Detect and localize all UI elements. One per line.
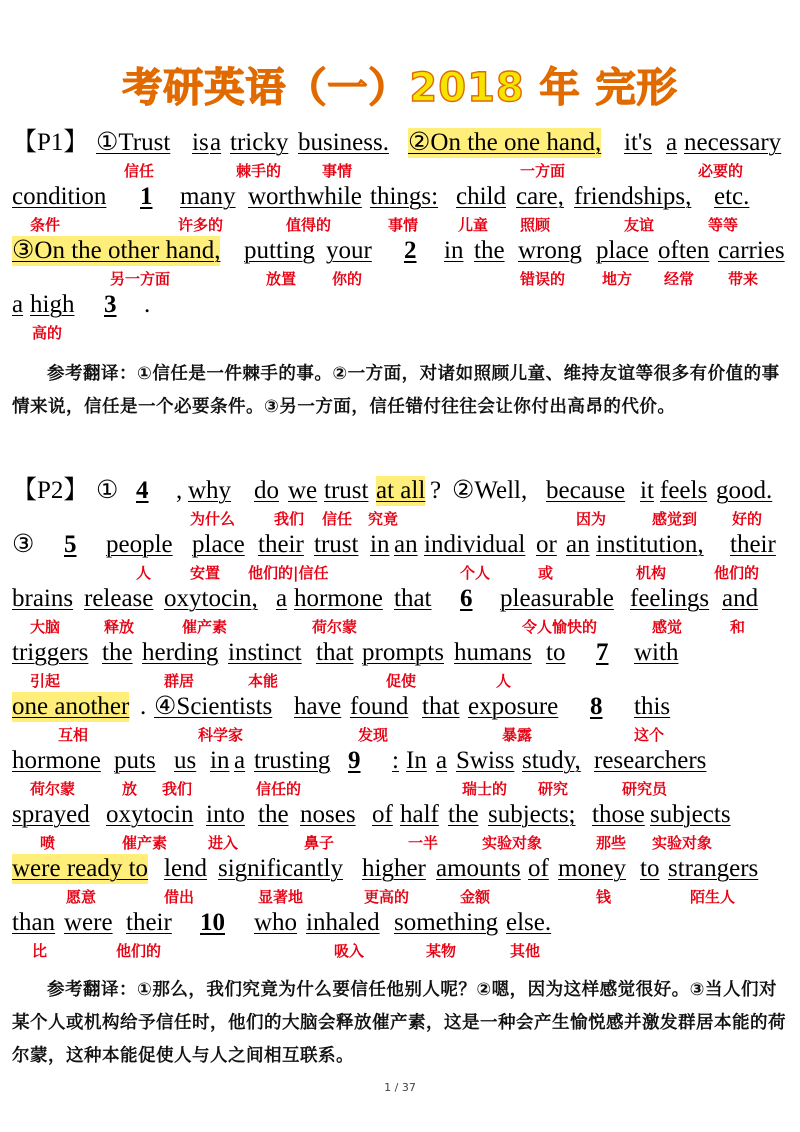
word: we xyxy=(288,477,318,504)
gloss: 荷尔蒙 xyxy=(30,780,76,798)
word: to xyxy=(640,855,660,882)
paragraph-marker: 【P2】 xyxy=(12,477,89,504)
p1-line-4 xyxy=(12,290,792,324)
gloss: 为什么 xyxy=(190,510,236,528)
word: good. xyxy=(716,477,773,504)
question-mark: ? xyxy=(430,477,442,504)
word: inhaled xyxy=(306,909,380,936)
word: place xyxy=(596,237,649,264)
word: condition xyxy=(12,183,107,210)
gloss: 友谊 xyxy=(624,216,655,234)
word: In xyxy=(406,747,427,774)
word: else. xyxy=(506,909,552,936)
word: half xyxy=(400,801,439,828)
gloss: 他们的 xyxy=(714,564,760,582)
p1-gloss-3 xyxy=(12,269,792,291)
gloss: 令人愉快的 xyxy=(522,618,598,636)
p2-gloss-5 xyxy=(12,725,792,747)
blank-6: 6 xyxy=(460,585,473,612)
word: money xyxy=(558,855,627,882)
word: because xyxy=(546,477,626,504)
p2-line-9 xyxy=(12,908,792,942)
gloss: 另一方面 xyxy=(110,270,171,288)
word: etc. xyxy=(714,183,750,210)
word: researchers xyxy=(594,747,707,774)
gloss: 喷 xyxy=(40,834,56,852)
word: something xyxy=(394,909,499,936)
p2-line-5 xyxy=(12,692,792,726)
word: this xyxy=(634,693,671,720)
word: a xyxy=(666,129,678,156)
word: release xyxy=(84,585,154,612)
word: the xyxy=(448,801,479,828)
word: : xyxy=(392,747,399,774)
gloss: 愿意 xyxy=(66,888,97,906)
gloss: 吸入 xyxy=(334,942,365,960)
gloss: 等等 xyxy=(708,216,739,234)
word: that xyxy=(422,693,460,720)
word: trust xyxy=(314,531,359,558)
word: friendships, xyxy=(574,183,692,210)
gloss: 机构 xyxy=(636,564,667,582)
gloss: 他们的 xyxy=(116,942,162,960)
word: ④Scientists xyxy=(154,693,273,720)
word: oxytocin, xyxy=(164,585,258,612)
word: than xyxy=(12,909,56,936)
gloss: 信任 xyxy=(322,510,353,528)
p2-line-3 xyxy=(12,584,792,618)
p2-line-7 xyxy=(12,800,792,834)
gloss: 研究 xyxy=(538,780,569,798)
word: a xyxy=(234,747,246,774)
word: subjects; xyxy=(488,801,576,828)
p1-line-1 xyxy=(12,128,792,162)
word: ②Well, xyxy=(452,477,528,504)
gloss: 个人 xyxy=(460,564,491,582)
word: herding xyxy=(142,639,219,666)
page-title: 考研英语（一）2018 年 完形 xyxy=(122,65,678,111)
word: wrong xyxy=(518,237,582,264)
p2-gloss-8 xyxy=(12,887,792,909)
word: noses xyxy=(300,801,356,828)
highlighted-phrase: ③On the other hand, xyxy=(12,237,221,264)
word: worthwhile xyxy=(248,183,362,210)
gloss: 安置 xyxy=(190,564,221,582)
word: study, xyxy=(522,747,581,774)
gloss: 发现 xyxy=(358,726,389,744)
word: do xyxy=(254,477,279,504)
word: individual xyxy=(424,531,526,558)
blank-10: 10 xyxy=(200,909,225,936)
gloss: 这个 xyxy=(634,726,665,744)
highlighted-phrase: were ready to xyxy=(12,855,149,882)
blank-7: 7 xyxy=(596,639,609,666)
word: care, xyxy=(516,183,564,210)
word: the xyxy=(258,801,289,828)
blank-5: 5 xyxy=(64,531,77,558)
p2-gloss-1 xyxy=(12,509,792,531)
gloss: 借出 xyxy=(164,888,195,906)
word: an xyxy=(394,531,418,558)
blank-1: 1 xyxy=(140,183,153,210)
gloss: 引起 xyxy=(30,672,61,690)
gloss: 其他 xyxy=(510,942,541,960)
gloss: 高的 xyxy=(32,324,63,342)
word: with xyxy=(634,639,679,666)
p2-gloss-7 xyxy=(12,833,792,855)
sentence-number: ① xyxy=(96,477,119,504)
word: it xyxy=(640,477,654,504)
word: a xyxy=(12,291,24,318)
gloss: 催产素 xyxy=(182,618,228,636)
gloss: 本能 xyxy=(248,672,279,690)
gloss: 带来 xyxy=(728,270,759,288)
blank-8: 8 xyxy=(590,693,603,720)
gloss: 群居 xyxy=(164,672,195,690)
word: that xyxy=(394,585,432,612)
sentence-number: ③ xyxy=(12,531,35,558)
p2-gloss-2 xyxy=(12,563,792,585)
p2-line-6 xyxy=(12,746,792,780)
word: oxytocin xyxy=(106,801,194,828)
gloss: 研究员 xyxy=(622,780,668,798)
p1-gloss-4 xyxy=(12,323,792,345)
gloss: 释放 xyxy=(104,618,135,636)
word: lend xyxy=(164,855,208,882)
gloss: 或 xyxy=(538,564,554,582)
word: putting xyxy=(244,237,315,264)
gloss: 人 xyxy=(496,672,512,690)
gloss: 一方面 xyxy=(520,162,566,180)
gloss: 我们 xyxy=(162,780,193,798)
gloss: 促使 xyxy=(386,672,417,690)
word: us xyxy=(174,747,197,774)
word: necessary xyxy=(684,129,782,156)
word: Swiss xyxy=(456,747,515,774)
p2-gloss-3 xyxy=(12,617,792,639)
word: triggers xyxy=(12,639,89,666)
word: humans xyxy=(454,639,532,666)
blank-4: 4 xyxy=(136,477,149,504)
word: many xyxy=(180,183,236,210)
word: brains xyxy=(12,585,74,612)
p1-translation: 参考翻译：①信任是一件棘手的事。②一方面，对诸如照顾儿童、维持友谊等很多有价值的事情来说，信任是一个必要条件。③另一方面，信任错付往往会让你付出高昂的代价。 xyxy=(12,364,780,417)
gloss: 好的 xyxy=(732,510,763,528)
word: found xyxy=(350,693,409,720)
gloss: 信任的 xyxy=(256,780,302,798)
gloss: 催产素 xyxy=(122,834,168,852)
word: instinct xyxy=(228,639,302,666)
word: place xyxy=(192,531,245,558)
word: an xyxy=(566,531,590,558)
word: tricky xyxy=(230,129,289,156)
word: your xyxy=(326,237,372,264)
p2-gloss-4 xyxy=(12,671,792,693)
word: in xyxy=(444,237,464,264)
word: a xyxy=(276,585,288,612)
gloss: 暴露 xyxy=(502,726,533,744)
gloss: 因为 xyxy=(576,510,607,528)
gloss: 金额 xyxy=(460,888,491,906)
word: their xyxy=(730,531,776,558)
gloss: 互相 xyxy=(58,726,89,744)
word: carries xyxy=(718,237,785,264)
gloss: 进入 xyxy=(208,834,239,852)
p2-gloss-6 xyxy=(12,779,792,801)
period: . xyxy=(140,693,147,720)
word: have xyxy=(294,693,342,720)
word: or xyxy=(536,531,557,558)
page-number: 1 / 37 xyxy=(384,1081,416,1094)
p1-gloss-1 xyxy=(12,161,792,183)
gloss: 感觉到 xyxy=(652,510,698,528)
word: amounts xyxy=(436,855,521,882)
gloss: 棘手的 xyxy=(236,162,282,180)
word: prompts xyxy=(362,639,444,666)
word: the xyxy=(474,237,505,264)
p1-gloss-2 xyxy=(12,215,792,237)
gloss: 许多的 xyxy=(178,216,224,234)
gloss: 照顾 xyxy=(520,216,551,234)
p2-line-1 xyxy=(12,476,792,510)
word: hormone xyxy=(12,747,101,774)
highlighted-phrase: one another xyxy=(12,693,130,720)
word: sprayed xyxy=(12,801,90,828)
word: a xyxy=(436,747,448,774)
word: institution, xyxy=(596,531,704,558)
gloss: 放 xyxy=(122,780,138,798)
word: subjects xyxy=(650,801,731,828)
gloss: 和 xyxy=(730,618,746,636)
gloss: 鼻子 xyxy=(304,834,335,852)
gloss: 比 xyxy=(32,942,48,960)
gloss: 必要的 xyxy=(698,162,744,180)
p1-line-2 xyxy=(12,182,792,216)
paragraph-marker: 【P1】 xyxy=(12,129,89,156)
period: . xyxy=(144,291,151,318)
word: of xyxy=(528,855,549,882)
p1-line-3 xyxy=(12,236,792,270)
highlighted-phrase: at all xyxy=(376,477,426,504)
highlighted-phrase: ②On the one hand, xyxy=(408,129,602,156)
word: puts xyxy=(114,747,156,774)
gloss: 人 xyxy=(136,564,152,582)
p2-line-8 xyxy=(12,854,792,888)
word: in xyxy=(370,531,390,558)
word: ①Trust xyxy=(96,129,171,156)
gloss: 显著地 xyxy=(258,888,304,906)
word: their xyxy=(258,531,304,558)
word: trusting xyxy=(254,747,331,774)
word: pleasurable xyxy=(500,585,614,612)
word: and xyxy=(722,585,759,612)
word: those xyxy=(592,801,645,828)
gloss: 实验对象 xyxy=(482,834,543,852)
word: a xyxy=(210,129,222,156)
gloss: 值得的 xyxy=(286,216,332,234)
word: high xyxy=(30,291,75,318)
word: into xyxy=(206,801,245,828)
gloss: 放置 xyxy=(266,270,297,288)
gloss: 信任 xyxy=(124,162,155,180)
gloss: 事情 xyxy=(322,162,353,180)
gloss: 我们 xyxy=(274,510,305,528)
gloss: 那些 xyxy=(596,834,627,852)
blank-9: 9 xyxy=(348,747,361,774)
gloss: 钱 xyxy=(596,888,612,906)
word: the xyxy=(102,639,133,666)
word: child xyxy=(456,183,506,210)
gloss: 他们的|信任 xyxy=(248,564,329,582)
word: that xyxy=(316,639,354,666)
gloss: 实验对象 xyxy=(652,834,713,852)
gloss: 感觉 xyxy=(652,618,683,636)
gloss: 瑞士的 xyxy=(462,780,508,798)
p2-line-2 xyxy=(12,530,792,564)
word: exposure xyxy=(468,693,559,720)
gloss: 陌生人 xyxy=(690,888,736,906)
word: business. xyxy=(298,129,389,156)
word: their xyxy=(126,909,172,936)
word: is xyxy=(192,129,209,156)
gloss: 地方 xyxy=(602,270,633,288)
word: strangers xyxy=(668,855,759,882)
p2-translation: 参考翻译：①那么，我们究竟为什么要信任他别人呢？②嗯，因为这样感觉很好。③当人们对某个人或机构给予信任时，他们的大脑会释放催产素，这是一种会产生愉悦感并激发群居本能的荷尔蒙，这种本能促使人与人之间相互联系。 xyxy=(12,980,786,1066)
word: were xyxy=(64,909,113,936)
comma: , xyxy=(176,477,183,504)
word: people xyxy=(106,531,173,558)
word: it's xyxy=(624,129,653,156)
blank-3: 3 xyxy=(104,291,117,318)
word: feels xyxy=(660,477,708,504)
gloss: 更高的 xyxy=(364,888,410,906)
blank-2: 2 xyxy=(404,237,417,264)
word: significantly xyxy=(218,855,343,882)
gloss: 条件 xyxy=(30,216,61,234)
gloss: 你的 xyxy=(332,270,363,288)
word: who xyxy=(254,909,298,936)
word: hormone xyxy=(294,585,383,612)
word: feelings xyxy=(630,585,710,612)
p2-line-4 xyxy=(12,638,792,672)
gloss: 某物 xyxy=(426,942,457,960)
word: to xyxy=(546,639,566,666)
gloss: 事情 xyxy=(388,216,419,234)
word: higher xyxy=(362,855,426,882)
gloss: 科学家 xyxy=(198,726,244,744)
word: of xyxy=(372,801,393,828)
gloss: 一半 xyxy=(408,834,439,852)
word: why xyxy=(188,477,232,504)
word: in xyxy=(210,747,230,774)
gloss: 究竟 xyxy=(368,510,399,528)
p2-gloss-9 xyxy=(12,941,792,963)
gloss: 儿童 xyxy=(458,216,489,234)
gloss: 经常 xyxy=(664,270,695,288)
gloss: 荷尔蒙 xyxy=(312,618,358,636)
gloss: 大脑 xyxy=(30,618,61,636)
gloss: 错误的 xyxy=(520,270,566,288)
word: things: xyxy=(370,183,439,210)
word: trust xyxy=(324,477,369,504)
word: often xyxy=(658,237,710,264)
